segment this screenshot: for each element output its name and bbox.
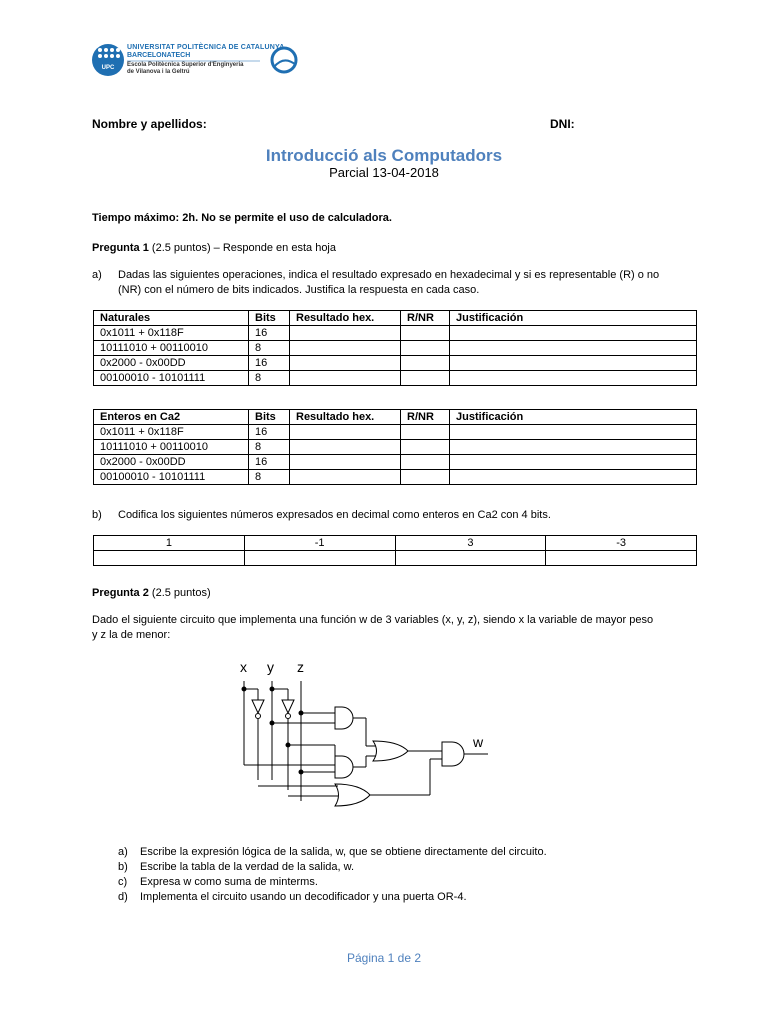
input-x-label: x	[240, 659, 247, 675]
university-subname: BARCELONATECH	[127, 52, 191, 59]
table-cell: 10111010 + 00110010	[94, 341, 249, 356]
table-cell: 0x2000 - 0x00DD	[94, 455, 249, 470]
logic-circuit-diagram	[230, 655, 500, 815]
table-header: 3	[395, 536, 546, 551]
table-row	[94, 455, 697, 470]
table-row	[94, 371, 697, 386]
answer-cell[interactable]	[401, 371, 450, 386]
answer-cell[interactable]	[450, 440, 697, 455]
answer-cell[interactable]	[290, 371, 401, 386]
q1a-label: a)	[92, 269, 102, 281]
answer-cell[interactable]	[401, 470, 450, 485]
answer-cell[interactable]	[290, 326, 401, 341]
table-cell: 8	[249, 371, 290, 386]
school-name-line1: Escola Politècnica Superior d'Enginyeria	[127, 62, 244, 68]
table-cell: 16	[249, 425, 290, 440]
q2c-text: Expresa w como suma de minterms.	[140, 876, 318, 888]
table-cell: 00100010 - 10101111	[94, 470, 249, 485]
answer-cell[interactable]	[94, 551, 245, 566]
answer-cell[interactable]	[290, 341, 401, 356]
answer-cell[interactable]	[290, 425, 401, 440]
table-naturales	[93, 310, 697, 386]
answer-cell[interactable]	[290, 455, 401, 470]
table-cell: 16	[249, 455, 290, 470]
q2-intro-line2: y z la de menor:	[92, 629, 171, 641]
q2b-label: b)	[118, 861, 128, 873]
instructions: Tiempo máximo: 2h. No se permite el uso de calculadora.	[92, 212, 392, 224]
table-row	[94, 470, 697, 485]
answer-cell[interactable]	[450, 341, 697, 356]
table-enteros-ca2	[93, 409, 697, 485]
answer-cell[interactable]	[401, 440, 450, 455]
output-w-label: w	[473, 734, 484, 750]
table-header: Enteros en Ca2	[94, 410, 249, 425]
q2-heading	[92, 587, 211, 599]
table-cell: 10111010 + 00110010	[94, 440, 249, 455]
table-row	[94, 551, 697, 566]
table-cell: 0x1011 + 0x118F	[94, 326, 249, 341]
table-header: Bits	[249, 311, 290, 326]
table-cell: 8	[249, 470, 290, 485]
table-header: R/NR	[401, 311, 450, 326]
q1b-text: Codifica los siguientes números expresados en decimal como enteros en Ca2 con 4 bits.	[118, 509, 551, 521]
answer-cell[interactable]	[290, 470, 401, 485]
q2d-text: Implementa el circuito usando un decodificador y una puerta OR-4.	[140, 891, 467, 903]
q1a-line1: Dadas las siguientes operaciones, indica el resultado expresado en hexadecimal y si es representable (R) o no	[118, 269, 660, 281]
table-cell: 8	[249, 341, 290, 356]
answer-cell[interactable]	[450, 455, 697, 470]
answer-cell[interactable]	[450, 326, 697, 341]
table-header: Resultado hex.	[290, 311, 401, 326]
table-row	[94, 425, 697, 440]
table-header: R/NR	[401, 410, 450, 425]
answer-cell[interactable]	[401, 425, 450, 440]
school-name-line2: de Vilanova i la Geltrú	[127, 69, 190, 75]
table-row	[94, 341, 697, 356]
table-cell: 8	[249, 440, 290, 455]
table-header: Resultado hex.	[290, 410, 401, 425]
answer-cell[interactable]	[546, 551, 697, 566]
q2-points: (2.5 puntos)	[151, 587, 211, 599]
q2-title: Pregunta 2	[92, 587, 149, 599]
page-footer: Página 1 de 2	[346, 951, 422, 965]
table-cell: 0x1011 + 0x118F	[94, 425, 249, 440]
q2a-label: a)	[118, 846, 128, 858]
answer-cell[interactable]	[290, 440, 401, 455]
dni-label: DNI:	[550, 117, 575, 131]
q2c-label: c)	[118, 876, 128, 888]
table-header: -1	[244, 536, 395, 551]
university-name: UNIVERSITAT POLITÈCNICA DE CATALUNYA	[127, 44, 285, 51]
answer-cell[interactable]	[450, 425, 697, 440]
table-header: Naturales	[94, 311, 249, 326]
table-header: Justificación	[450, 410, 697, 425]
table-header: Justificación	[450, 311, 697, 326]
table-row	[94, 440, 697, 455]
input-y-label: y	[267, 659, 274, 675]
svg-text:UPC: UPC	[101, 65, 115, 71]
name-label: Nombre y apellidos:	[92, 117, 207, 131]
q2a-text: Escribe la expresión lógica de la salida, w, que se obtiene directamente del circuito.	[140, 846, 547, 858]
table-row	[94, 326, 697, 341]
answer-cell[interactable]	[244, 551, 395, 566]
answer-cell[interactable]	[450, 371, 697, 386]
table-cell: 00100010 - 10101111	[94, 371, 249, 386]
q1a-line2: (NR) con el número de bits indicados. Justifica la respuesta en cada caso.	[118, 284, 480, 296]
table-row	[94, 356, 697, 371]
table-ca2-4bits	[93, 535, 697, 566]
q1-points: (2.5 puntos) – Responde en esta hoja	[151, 242, 336, 254]
answer-cell[interactable]	[401, 356, 450, 371]
table-header: -3	[546, 536, 697, 551]
answer-cell[interactable]	[401, 341, 450, 356]
q2d-label: d)	[118, 891, 128, 903]
table-cell: 0x2000 - 0x00DD	[94, 356, 249, 371]
answer-cell[interactable]	[401, 326, 450, 341]
answer-cell[interactable]	[290, 356, 401, 371]
page-subtitle: Parcial 13-04-2018	[329, 165, 439, 180]
answer-cell[interactable]	[450, 356, 697, 371]
table-header: 1	[94, 536, 245, 551]
answer-cell[interactable]	[401, 455, 450, 470]
page-title: Introducció als Computadors	[265, 146, 503, 165]
q2b-text: Escribe la tabla de la verdad de la salida, w.	[140, 861, 355, 873]
table-cell: 16	[249, 326, 290, 341]
answer-cell[interactable]	[450, 470, 697, 485]
answer-cell[interactable]	[395, 551, 546, 566]
q1-heading	[92, 242, 336, 254]
table-cell: 16	[249, 356, 290, 371]
table-header: Bits	[249, 410, 290, 425]
q1-title: Pregunta 1	[92, 242, 149, 254]
input-z-label: z	[297, 659, 304, 675]
q2-intro-line1: Dado el siguiente circuito que implementa una función w de 3 variables (x, y, z), siendo x la variable de mayor peso	[92, 614, 654, 626]
q1b-label: b)	[92, 509, 102, 521]
